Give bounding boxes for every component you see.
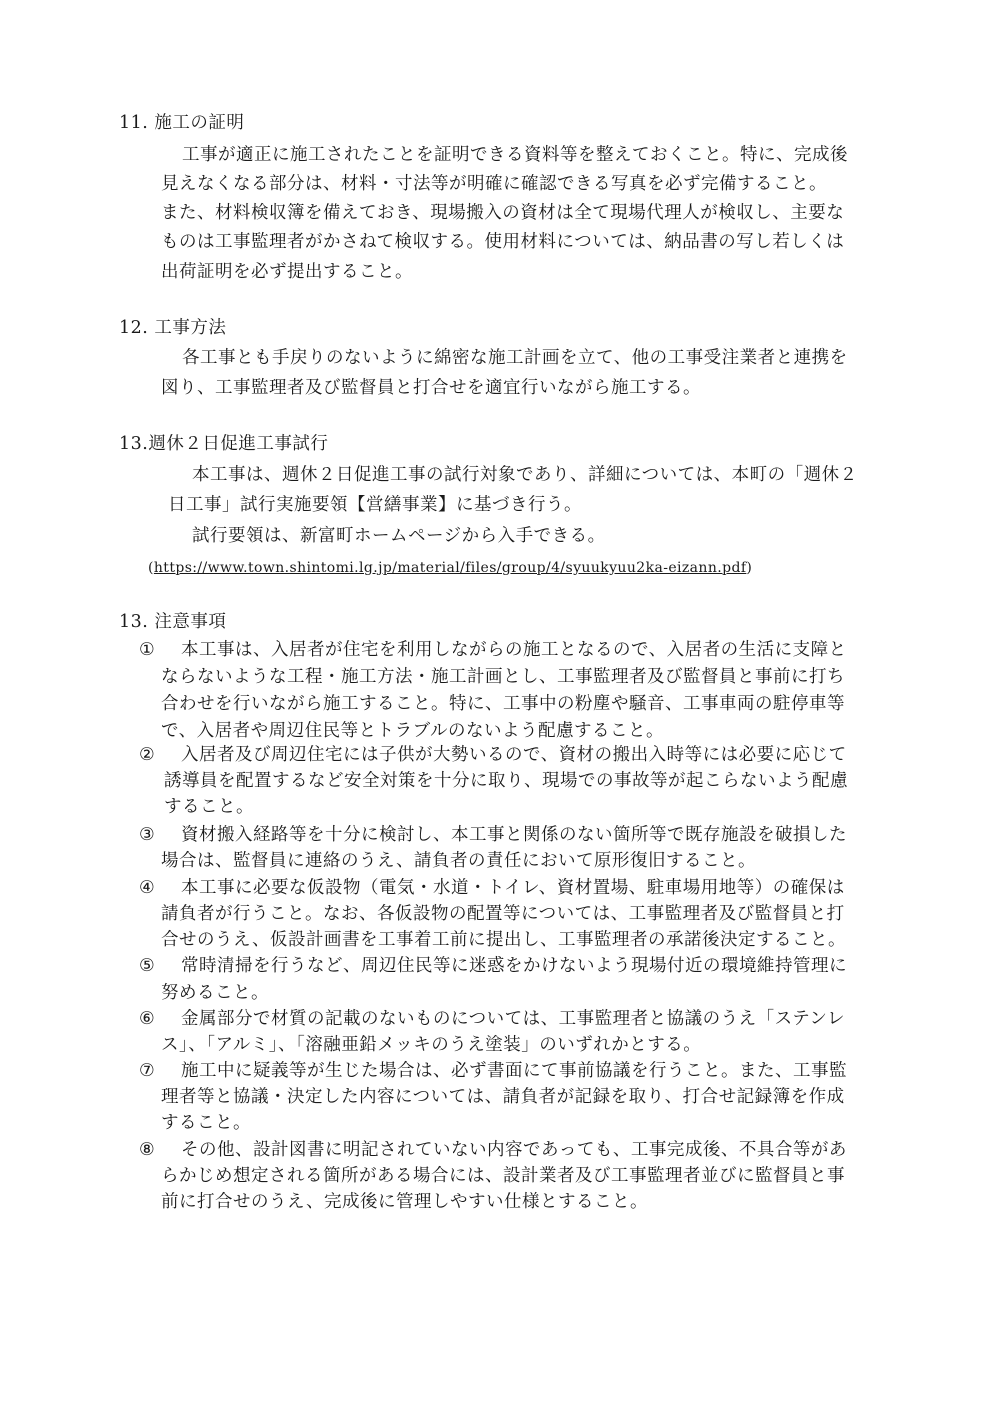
section-13-weekly-line: 試行要領は、新富町ホームページから入手できる。: [192, 526, 606, 546]
item-4-line: 本工事に必要な仮設物（電気・水道・トイレ、資材置場、駐車場用地等）の確保は: [181, 878, 845, 898]
item-2-number: ②: [139, 745, 156, 765]
item-8-number: ⑧: [139, 1140, 156, 1160]
section-12-line: 図り、工事監理者及び監督員と打合せを適宜行いながら施工する。: [161, 378, 701, 398]
item-4-line: 合せのうえ、仮設計画書を工事着工前に提出し、工事監理者の承諾後決定すること。: [161, 930, 847, 950]
guideline-url-link[interactable]: https://www.town.shintomi.lg.jp/material/files/group/4/syuukyuu2ka-eizann.pdf: [153, 560, 747, 576]
item-8-line: その他、設計図書に明記されていない内容であっても、工事完成後、不具合等があ: [181, 1140, 847, 1160]
section-13-weekly-line: 本工事は、週休２日促進工事の試行対象であり、詳細については、本町の「週休２: [192, 465, 858, 485]
item-5-line: 常時清掃を行うなど、周辺住民等に迷惑をかけないよう現場付近の環境維持管理に: [181, 956, 847, 976]
item-2-line: 誘導員を配置するなど安全対策を十分に取り、現場での事故等が起こらないよう配慮: [164, 771, 848, 791]
item-2-line: 入居者及び周辺住宅には子供が大勢いるので、資材の搬出入時等には必要に応じて: [181, 745, 847, 765]
url-paren-close: ): [746, 560, 753, 576]
item-7-line: すること。: [161, 1113, 251, 1133]
section-11-line: ものは工事監理者がかさねて検収する。使用材料については、納品書の写し若しくは: [161, 232, 845, 252]
item-8-line: らかじめ想定される箇所がある場合には、設計業者及び工事監理者並びに監督員と事: [161, 1166, 845, 1186]
item-1-number: ①: [139, 640, 156, 660]
item-1-line: で、入居者や周辺住民等とトラブルのないよう配慮すること。: [161, 721, 664, 741]
item-7-line: 施工中に疑義等が生じた場合は、必ず書面にて事前協議を行うこと。また、工事監: [181, 1061, 847, 1081]
item-7-line: 理者等と協議・決定した内容については、請負者が記録を取り、打合せ記録簿を作成: [161, 1087, 845, 1107]
item-3-line: 資材搬入経路等を十分に検討し、本工事と関係のない箇所等で既存施設を破損した: [181, 825, 847, 845]
url-paren-open: (: [148, 560, 154, 576]
section-13-weekly-line: 日工事」試行実施要領【営繕事業】に基づき行う。: [168, 495, 582, 515]
item-4-number: ④: [139, 878, 156, 898]
item-4-line: 請負者が行うこと。なお、各仮設物の配置等については、工事監理者及び監督員と打: [161, 904, 845, 924]
item-2-line: すること。: [164, 797, 254, 817]
section-11-line: また、材料検収簿を備えておき、現場搬入の資材は全て現場代理人が検収し、主要な: [161, 203, 845, 223]
url-line: [148, 556, 752, 580]
item-7-number: ⑦: [139, 1061, 156, 1081]
item-6-number: ⑥: [139, 1009, 156, 1029]
section-11-line: 工事が適正に施工されたことを証明できる資料等を整えておくこと。特に、完成後: [182, 145, 848, 165]
section-11-line: 出荷証明を必ず提出すること。: [161, 262, 413, 282]
section-12-heading: 12. 工事方法: [119, 318, 227, 338]
item-8-line: 前に打合せのうえ、完成後に管理しやすい仕様とすること。: [161, 1192, 649, 1212]
section-12-line: 各工事とも手戻りのないように綿密な施工計画を立て、他の工事受注業者と連携を: [182, 348, 848, 368]
item-1-line: 合わせを行いながら施工すること。特に、工事中の粉塵や騒音、工事車両の駐停車等: [161, 694, 845, 714]
item-5-line: 努めること。: [161, 983, 269, 1003]
section-11-heading: 11. 施工の証明: [119, 113, 245, 133]
item-3-number: ③: [139, 825, 156, 845]
item-6-line: 金属部分で材質の記載のないものについては、工事監理者と協議のうえ「ステンレ: [181, 1009, 845, 1029]
item-1-line: ならないような工程・施工方法・施工計画とし、工事監理者及び監督員と事前に打ち: [161, 667, 845, 687]
item-3-line: 場合は、監督員に連絡のうえ、請負者の責任において原形復旧すること。: [161, 851, 757, 871]
section-13-notes-heading: 13. 注意事項: [119, 612, 227, 632]
item-1-line: 本工事は、入居者が住宅を利用しながらの施工となるので、入居者の生活に支障と: [181, 640, 847, 660]
item-5-number: ⑤: [139, 956, 156, 976]
section-11-line: 見えなくなる部分は、材料・寸法等が明確に確認できる写真を必ず完備すること。: [161, 174, 827, 194]
section-13-weekly-heading: 13.週休２日促進工事試行: [119, 434, 329, 454]
item-6-line: ス」、「アルミ」、「溶融亜鉛メッキのうえ塗装」のいずれかとする。: [161, 1035, 702, 1055]
